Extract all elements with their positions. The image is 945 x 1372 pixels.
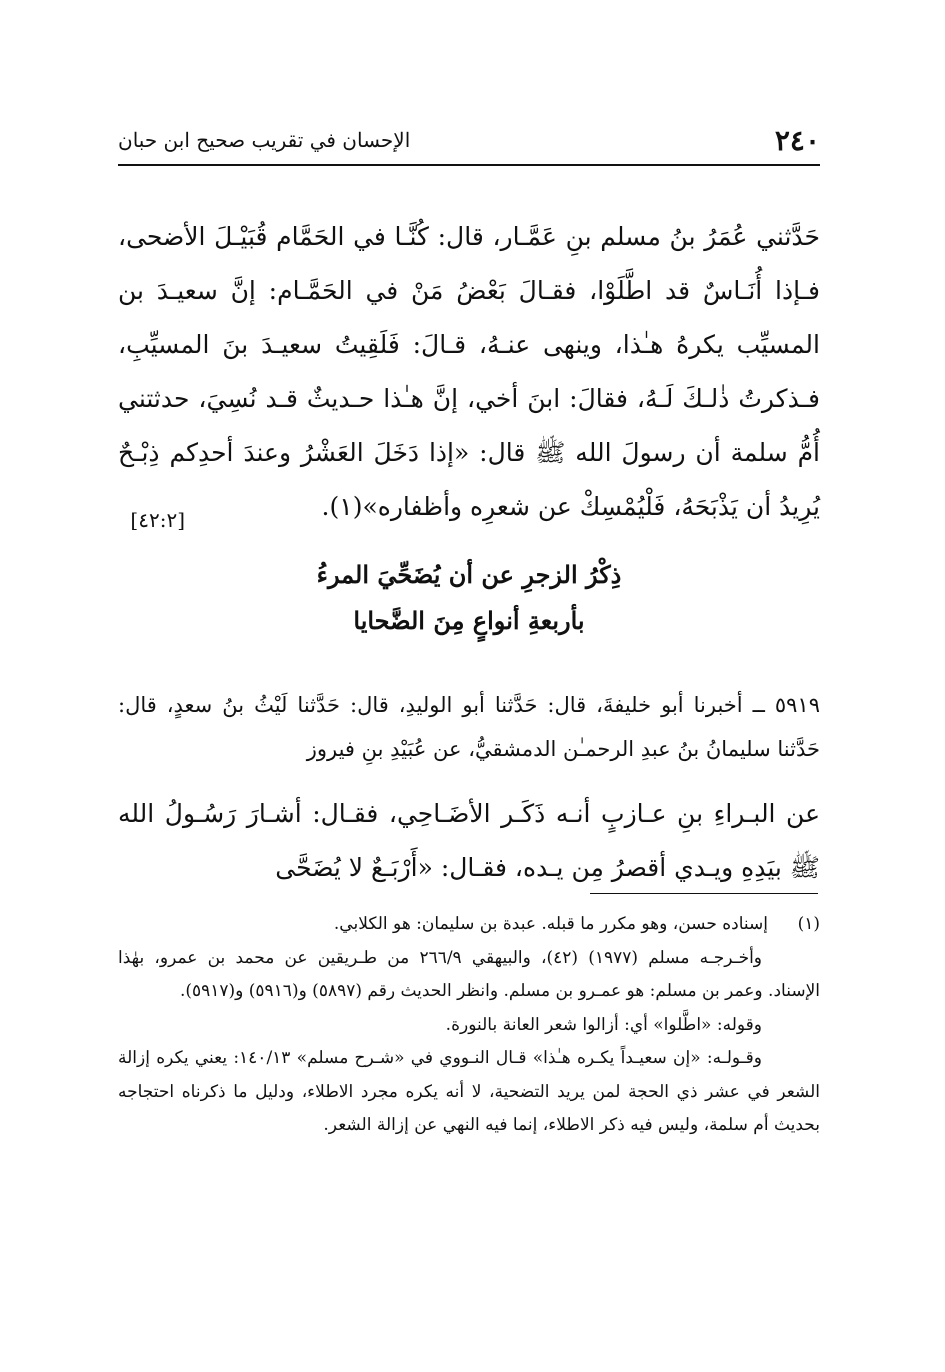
hadith-continuation: عن البـراءِ بنِ عـازبٍ أنـه ذَكَـر الأضَـاحِي، فقـال: أشـارَ رَسُـولُ الله ﷺ بيَدِهِ ويـدي أقصرُ مِن يـده، فقـال: «أَرْبَـعٌ لا يُضَحَّى xyxy=(118,799,820,882)
chapter-heading-line-2: بأربعةِ أنواعٍ مِنَ الضَّحايا xyxy=(353,606,585,635)
reference-tag: [٤٢:٢] xyxy=(130,508,185,532)
page-number: ٢٤٠ xyxy=(774,124,820,157)
footnotes xyxy=(118,908,820,1143)
footnote-paragraph xyxy=(118,1009,820,1043)
footnote-marker: (١) xyxy=(797,914,820,934)
footnote-rule xyxy=(590,893,818,894)
footnote-line: وقوله: «اطَّلوا» أي: أزالوا شعر العانة بالنورة. xyxy=(445,1014,762,1035)
footnote-line: وقـولـه: «إن سعيـداً يكـره هـٰذا» قـال النـووي في «شـرح مسلم» ١٤٠/١٣: يعني يكره إزالة الشعر في عشر ذي الحجة لمن يريد التضحية، لا أنه يكره مجرد الاطلاء، ودليل ما ذكرناه احتجاجه بحديث أم سلمة، وليس فيه ذكر الاطلاء، إنما فيه النهي عن إزالة الشعر. xyxy=(118,1048,820,1135)
footnote-paragraph xyxy=(118,1042,820,1143)
running-title: الإحسان في تقريب صحيح ابن حبان xyxy=(118,128,411,152)
footnote-line: إسناده حسن، وهو مكرر ما قبله. عبدة بن سليمان: هو الكلابي. xyxy=(333,914,768,934)
footnote-1 xyxy=(118,908,820,942)
isnad-paragraph: ٥٩١٩ ــ أخبرنا أبو خليفةَ، قال: حَدَّثنا أبو الوليدِ، قال: حَدَّثنا لَيْثُ بنُ سعدٍ، قال: حَدَّثنا سليمانُ بنُ عبدِ الرحمـٰن الدمشقيُّ، عن عُبَيْدِ بنِ فيروز xyxy=(118,693,820,761)
chapter-heading-line-1: ذِكْرُ الزجرِ عن أن يُضَحِّيَ المرءُ xyxy=(316,560,622,589)
page-header xyxy=(118,118,820,164)
footnote-line: وأخـرجـه مسلم (١٩٧٧) (٤٢)، والبيهقي ٢٦٦/٩ من طـريقين عن محمد بن عمرو، بهٰذا الإسناد. وعمر بن مسلم: هو عمـرو بن مسلم. وانظر الحديث رقم (٥٨٩٧) و(٥٩١٦) و(٥٩١٧). xyxy=(118,947,820,1001)
footnote-paragraph xyxy=(118,942,820,1009)
hadith-paragraph: حَدَّثني عُمَرُ بنُ مسلم بنِ عَمَّـار، قال: كُنَّـا في الحَمَّام قُبَيْـلَ الأضحى، فـإذا أُنَـاسٌ قد اطَّلَوْا، فقـالَ بَعْضُ مَنْ في الحَمَّـام: إنَّ سعيـدَ بن المسيِّب يكرهُ هـٰذا، وينهى عنـهُ، قـالَ: فَلَقِيتُ سعيـدَ بنَ المسيِّبِ، فـذكرتُ ذٰلـكَ لَـهُ، فقالَ: ابنَ أخي، إنَّ هـٰذا حـديثٌ قـد نُسِيَ، حدثتني أُمُّ سلمة أن رسولَ الله ﷺ قال: «إذا دَخَلَ العَشْرُ وعندَ أحدِكم ذِبْـحٌ يُرِيدُ أن يَذْبَحَهُ، فَلْيُمْسِكْ عن شعرِه وأظفاره»(١). xyxy=(118,222,820,521)
header-rule xyxy=(118,164,820,166)
